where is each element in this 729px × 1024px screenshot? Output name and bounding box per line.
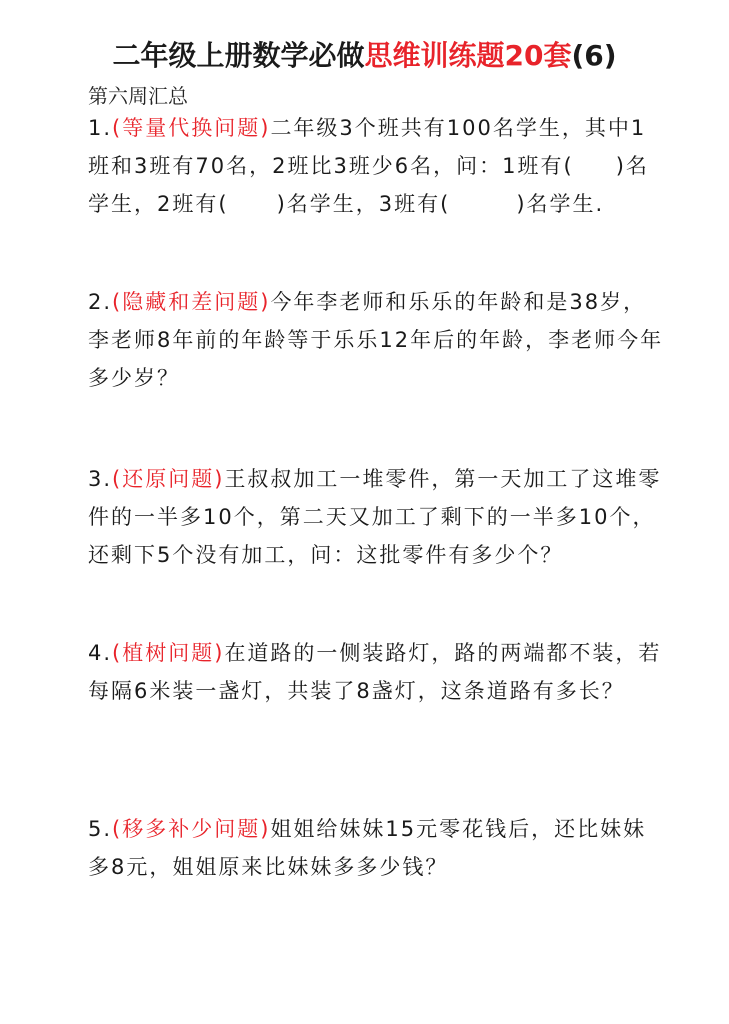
- problem-text: 在道路的一侧装路灯，路的两端都不装，若每隔6米装一盏灯，共装了8盏灯，这条道路有多长？: [88, 641, 662, 703]
- problem-2: [88, 283, 668, 397]
- problem-number: 1.: [88, 116, 113, 140]
- problem-text: )名学生.: [516, 192, 605, 216]
- problem-text: )名学生，3班有(: [276, 192, 451, 216]
- problem-1: [88, 109, 668, 223]
- problem-text: 二年级3个班共有100名学生，其中1班和3班有70名，2班比3班少6名，问：1班有(: [88, 116, 647, 178]
- problem-3: [88, 460, 668, 574]
- problem-text: 王叔叔加工一堆零件，第一天加工了这堆零件的一半多10个，第二天又加工了剩下的一半多10个，还剩下5个没有加工，问：这批零件有多少个？: [88, 467, 662, 567]
- week-summary-label: 第六周汇总: [88, 84, 188, 108]
- title-highlight: 思维训练题20套: [364, 39, 572, 72]
- page-title: [0, 34, 729, 74]
- problem-number: 4.: [88, 641, 113, 665]
- problem-tag: (还原问题): [112, 467, 225, 491]
- problem-number: 5.: [88, 817, 113, 841]
- problem-text: )名学生，2班有(: [88, 154, 649, 216]
- problem-number: 2.: [88, 290, 113, 314]
- problem-5: [88, 810, 668, 886]
- problem-4: [88, 634, 668, 710]
- problem-tag: (等量代换问题): [112, 116, 271, 140]
- problem-tag: (隐藏和差问题): [112, 290, 271, 314]
- problem-text: 姐姐给妹妹15元零花钱后，还比妹妹多8元，姐姐原来比妹妹多多少钱？: [88, 817, 647, 879]
- problem-tag: (移多补少问题): [112, 817, 271, 841]
- title-main: 二年级上册数学必做: [112, 39, 365, 72]
- problem-text: 今年李老师和乐乐的年龄和是38岁，李老师8年前的年龄等于乐乐12年后的年龄，李老师今年多少岁？: [88, 290, 664, 390]
- title-suffix: (6): [571, 39, 617, 72]
- problem-number: 3.: [88, 467, 113, 491]
- problem-tag: (植树问题): [112, 641, 225, 665]
